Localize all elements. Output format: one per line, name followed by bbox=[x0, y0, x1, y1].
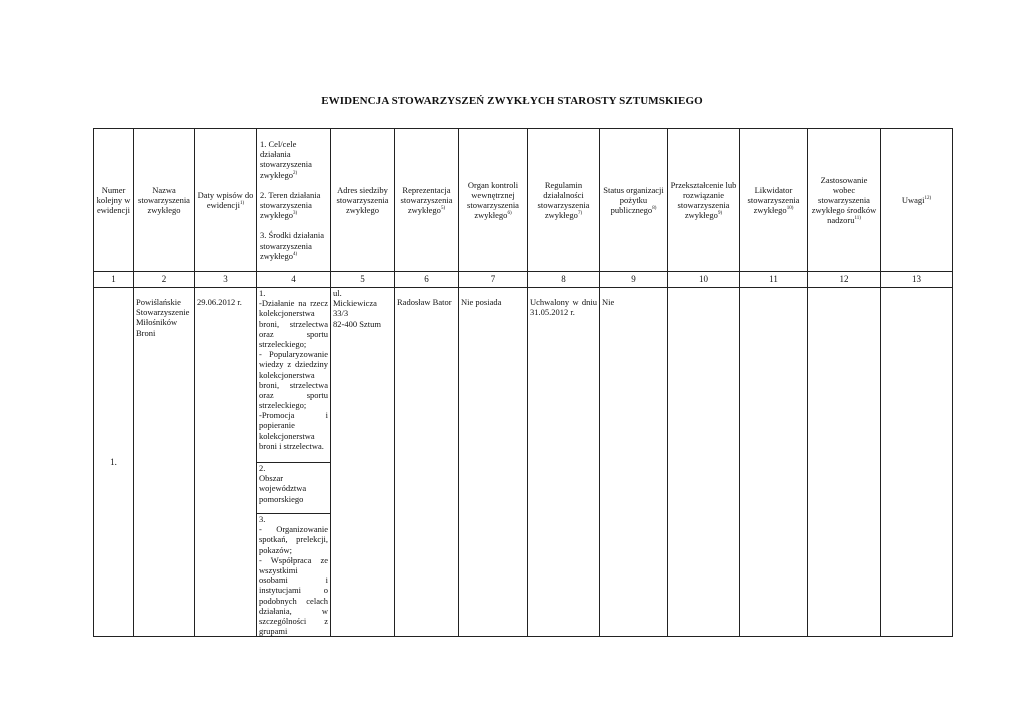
page-title: EWIDENCJA STOWARZYSZEŃ ZWYKŁYCH STAROSTY SZTUMSKIEGO bbox=[321, 95, 703, 107]
header-notes: Uwagi$^{12)}$ bbox=[881, 129, 953, 272]
entry-date: 29.06.2012 r. bbox=[195, 288, 257, 637]
header-name: Nazwa stowarzyszenia zwykłego bbox=[134, 129, 195, 272]
entry-means: 3. - Organizowanie spotkań, prelekcji, pokazów; - Współpraca ze wszystkimi osobami i instytucjami o podobnych celach działania, w szczególności z grupami bbox=[257, 514, 331, 637]
column-number: 12 bbox=[808, 272, 881, 288]
column-number-row bbox=[94, 272, 953, 288]
entry-number: 1. bbox=[94, 288, 134, 637]
entry-notes bbox=[881, 288, 953, 637]
column-number: 2 bbox=[134, 272, 195, 288]
table-row bbox=[94, 288, 953, 463]
column-number: 9 bbox=[600, 272, 668, 288]
column-number: 5 bbox=[331, 272, 395, 288]
header-regulations: Regulamin działalności stowarzyszenia zwykłego$^{7)}$ bbox=[528, 129, 600, 272]
entry-goals: 1. -Działanie na rzecz kolekcjonerstwa broni, strzelectwa oraz sportu strzeleckiego; - Popularyzowanie wiedzy z dziedziny kolekcjonerstwa broni, strzelectwa oraz sportu strzeleckiego; -Promocja i popieranie kolekcjonerstwa broni i strzelectwa. bbox=[257, 288, 331, 463]
entry-liquidator bbox=[740, 288, 808, 637]
column-number: 1 bbox=[94, 272, 134, 288]
entry-control: Nie posiada bbox=[459, 288, 528, 637]
column-number: 6 bbox=[395, 272, 459, 288]
column-number: 11 bbox=[740, 272, 808, 288]
entry-supervision bbox=[808, 288, 881, 637]
entry-area: 2. Obszar województwa pomorskiego bbox=[257, 463, 331, 514]
header-row bbox=[94, 129, 953, 272]
header-number: Numer kolejny w ewidencji bbox=[94, 129, 134, 272]
header-goals-area-means: 1. Cel/cele działania stowarzyszenia zwykłego$^{2)}$ 2. Teren działania stowarzyszenia zwykłego$^{3)}$ 3. Środki działania stowarzyszenia zwykłego$^{4)}$ bbox=[257, 129, 331, 272]
column-number: 7 bbox=[459, 272, 528, 288]
register-table bbox=[93, 128, 953, 637]
column-number: 4 bbox=[257, 272, 331, 288]
header-representation: Reprezentacja stowarzyszenia zwykłego$^{5)}$ bbox=[395, 129, 459, 272]
header-liquidator: Likwidator stowarzyszenia zwykłego$^{10)}$ bbox=[740, 129, 808, 272]
entry-representation: Radosław Bator bbox=[395, 288, 459, 637]
column-number: 13 bbox=[881, 272, 953, 288]
entry-address: ul. Mickiewicza 33/3 82-400 Sztum bbox=[331, 288, 395, 637]
column-number: 8 bbox=[528, 272, 600, 288]
header-address: Adres siedziby stowarzyszenia zwykłego bbox=[331, 129, 395, 272]
header-dates: Daty wpisów do ewidencji$^{1)}$ bbox=[195, 129, 257, 272]
entry-opp-status: Nie bbox=[600, 288, 668, 637]
header-transformation: Przekształcenie lub rozwiązanie stowarzyszenia zwykłego$^{9)}$ bbox=[668, 129, 740, 272]
entry-transformation bbox=[668, 288, 740, 637]
header-control: Organ kontroli wewnętrznej stowarzyszenia zwykłego$^{6)}$ bbox=[459, 129, 528, 272]
column-number: 10 bbox=[668, 272, 740, 288]
column-number: 3 bbox=[195, 272, 257, 288]
entry-regulations: Uchwalony w dniu 31.05.2012 r. bbox=[528, 288, 600, 637]
header-supervision: Zastosowanie wobec stowarzyszenia zwykłego środków nadzoru$^{11)}$ bbox=[808, 129, 881, 272]
header-opp-status: Status organizacji pożytku publicznego$^{8)}$ bbox=[600, 129, 668, 272]
entry-name: Powiślańskie Stowarzyszenie Miłośników Broni bbox=[134, 288, 195, 637]
